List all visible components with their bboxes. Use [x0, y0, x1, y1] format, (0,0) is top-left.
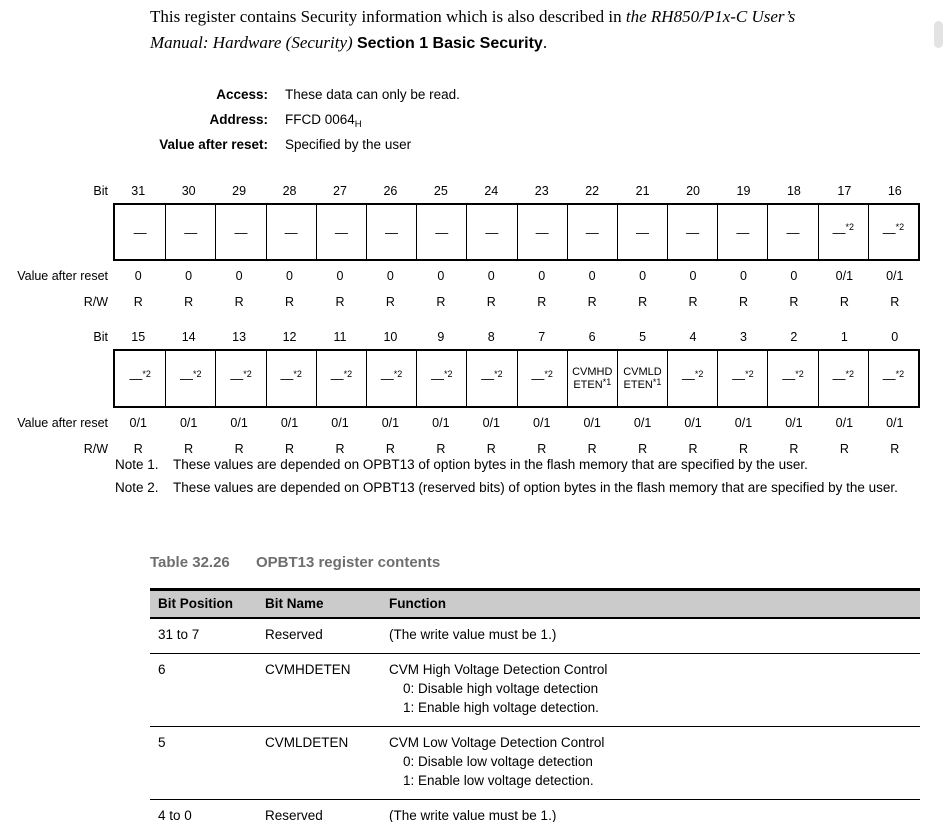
bit-number: 10 [383, 330, 398, 344]
bit-numbers [113, 329, 920, 345]
note-ref-superscript: *2 [393, 368, 403, 379]
note-text: These values are depended on OPBT13 of option bytes in the flash memory that are specified by the user. [173, 457, 808, 472]
register-bit-cells [113, 349, 920, 408]
note-ref-superscript: *2 [343, 368, 353, 379]
note-ref-superscript: *2 [795, 368, 804, 379]
note-ref-superscript: *2 [745, 368, 754, 379]
reserved-dash: — [280, 371, 294, 386]
bit-cell [868, 205, 918, 259]
note-ref-superscript: *2 [845, 222, 854, 232]
reserved-dash: — [585, 224, 599, 240]
info-value: FFCD $0064_H$ [285, 112, 362, 130]
note-ref-superscript: *1 [602, 376, 612, 387]
intro-text-normal: This register contains Security information which is also described in [150, 7, 626, 26]
rw-value: R [688, 442, 698, 456]
reset-value: 0 [689, 269, 697, 283]
intro-manual-ref-1: the RH850/P1x-C User’s [625, 7, 796, 26]
reset-value: 0 [286, 269, 293, 283]
reserved-dash: — [882, 224, 896, 240]
scrollbar-thumb[interactable] [934, 21, 943, 48]
bit-cell [717, 205, 767, 259]
reserved-dash: — [485, 224, 499, 240]
bit-name-cell: CVMHDETEN [265, 662, 351, 677]
rw-value: R [133, 442, 143, 456]
bit-numbers [113, 183, 920, 199]
bit-cell [165, 351, 215, 406]
bit-number: 30 [181, 184, 196, 198]
info-value: Specified by the user [285, 137, 412, 152]
rw-value: R [285, 295, 295, 309]
intro-period: . [542, 32, 548, 52]
bit-name-cell: CVMLDETEN [265, 735, 349, 750]
bit-cell [165, 205, 215, 259]
reset-value: 0/1 [432, 416, 450, 430]
reset-value: 0/1 [886, 269, 904, 283]
bit-number: 19 [736, 184, 751, 198]
reserved-dash: — [882, 371, 896, 386]
rw-value: R [638, 295, 648, 309]
note-ref-superscript: *1 [652, 376, 662, 387]
note-ref-superscript: *2 [494, 368, 503, 379]
rw-value: R [184, 442, 194, 456]
reserved-dash: — [786, 224, 800, 240]
function-cell [381, 727, 920, 799]
register-word-high [0, 183, 920, 310]
reset-value: 0 [437, 269, 445, 283]
function-line: 1: Enable high voltage detection. [403, 700, 599, 715]
bit-number: 21 [635, 184, 650, 198]
reset-value: 0 [639, 269, 647, 283]
function-line: 0: Disable low voltage detection [403, 754, 593, 769]
bit-cell [818, 205, 868, 259]
rw-value: R [486, 295, 496, 309]
rw-label: R/W [83, 295, 108, 309]
note-ref-superscript: *2 [443, 368, 453, 379]
reset-value: 0/1 [533, 416, 551, 430]
reset-value: 0/1 [734, 416, 753, 430]
bit-row-label: Bit [93, 330, 108, 344]
table-number: Table 32.26 [150, 554, 230, 571]
note-ref-superscript: *2 [193, 368, 202, 379]
bit-cell [416, 205, 466, 259]
rw-value: R [335, 295, 345, 309]
reset-value: 0 [790, 269, 798, 283]
rw-value: R [890, 295, 900, 309]
note-row [115, 454, 927, 477]
rw-value: R [537, 295, 547, 309]
reset-value: 0 [487, 269, 495, 283]
bit-number: 23 [534, 184, 549, 198]
rw-value: R [385, 442, 395, 456]
reset-value: 0/1 [331, 416, 349, 430]
bit-position-cell: 5 [158, 735, 166, 750]
reserved-dash: — [531, 371, 545, 386]
rw-value: R [738, 295, 748, 309]
reset-value: 0 [134, 269, 142, 283]
reset-value: 0 [386, 269, 394, 283]
register-word-low [0, 329, 920, 457]
table-row [150, 727, 920, 800]
rw-value: R [486, 442, 496, 456]
bit-cell [366, 351, 416, 406]
bit-number: 24 [484, 184, 499, 198]
register-bit-cells [113, 203, 920, 261]
function-cell [381, 619, 920, 653]
bit-cell [266, 205, 316, 259]
bit-number: 14 [181, 330, 196, 344]
rw-value: R [738, 442, 748, 456]
bit-cell [617, 205, 667, 259]
function-line: 1: Enable low voltage detection. [403, 773, 594, 788]
bit-cell [366, 205, 416, 259]
rw-value: R [184, 295, 194, 309]
reserved-dash: — [832, 224, 846, 240]
reserved-dash: — [435, 224, 449, 240]
reset-values [113, 268, 920, 284]
reset-value: 0/1 [381, 416, 400, 430]
reset-value: 0 [538, 269, 546, 283]
rw-value: R [789, 442, 799, 456]
function-cell [381, 654, 920, 726]
bit-number: 29 [232, 184, 247, 198]
reserved-dash: — [430, 371, 444, 386]
note-label: Note 1. [115, 457, 159, 472]
rw-value: R [587, 442, 597, 456]
bit-cell [416, 351, 466, 406]
reserved-dash: — [635, 224, 649, 240]
bit-number: 0 [891, 330, 899, 344]
bit-cell [316, 351, 366, 406]
reserved-dash: — [782, 371, 796, 386]
table-header-cell: Bit Position [158, 596, 233, 611]
reset-value: 0/1 [684, 416, 702, 430]
function-line: (The write value must be 1.) [389, 627, 557, 642]
bit-cell [517, 351, 567, 406]
rw-value: R [638, 442, 648, 456]
reserved-dash: — [129, 371, 143, 386]
rw-row [0, 294, 920, 310]
bit-number-row [0, 329, 920, 345]
bit-number: 28 [282, 184, 297, 198]
table-title [150, 554, 440, 571]
table-header-cell: Bit Name [265, 596, 324, 611]
bit-number: 1 [840, 330, 848, 344]
bit-cell [115, 351, 165, 406]
bit-number: 4 [689, 330, 697, 344]
reset-value: 0/1 [835, 269, 854, 283]
opbt13-contents-table [150, 588, 920, 822]
bit-cell [717, 351, 767, 406]
rw-value: R [436, 295, 446, 309]
register-info-block [150, 87, 460, 162]
rw-values [113, 294, 920, 310]
note-ref-superscript: *2 [243, 368, 252, 379]
bit-cell [667, 205, 717, 259]
bit-name-cell: Reserved [265, 627, 323, 642]
bit-number: 12 [282, 330, 297, 344]
bit-field-name: CVMLD ETEN$^{*1}$ [623, 366, 662, 391]
reset-value: 0/1 [280, 416, 299, 430]
reset-value: 0/1 [179, 416, 198, 430]
reset-value: 0/1 [129, 416, 147, 430]
bit-cell [667, 351, 717, 406]
value-after-reset-row [0, 415, 920, 431]
reset-value: 0 [739, 269, 747, 283]
reserved-dash: — [330, 371, 344, 386]
reserved-dash: — [385, 224, 399, 240]
bit-number: 17 [837, 184, 852, 198]
bit-name-cell: Reserved [265, 808, 323, 822]
function-line: CVM High Voltage Detection Control [389, 662, 608, 677]
reset-value: 0/1 [583, 416, 601, 430]
rw-value: R [537, 442, 547, 456]
bit-number: 9 [437, 330, 445, 344]
reserved-dash: — [535, 224, 549, 240]
bit-cell [567, 351, 617, 406]
rw-value: R [335, 442, 345, 456]
reserved-dash: — [230, 371, 244, 386]
reserved-dash: — [334, 224, 348, 240]
bit-number: 20 [686, 184, 700, 198]
bit-number: 15 [131, 330, 146, 344]
reset-value: 0/1 [785, 416, 803, 430]
bit-cell [617, 351, 667, 406]
note-text: These values are depended on OPBT13 (reserved bits) of option bytes in the flash memory that are specified by the user. [173, 479, 898, 495]
bit-position-cell: 6 [158, 662, 166, 677]
info-label: Access: [216, 87, 268, 102]
rw-value: R [839, 295, 849, 309]
bit-position-cell: 31 to 7 [158, 627, 200, 642]
reserved-dash: — [681, 371, 695, 386]
reserved-dash: — [686, 224, 700, 240]
reset-values [113, 415, 920, 431]
bit-number: 25 [433, 184, 448, 198]
bit-number-row [0, 183, 920, 199]
bit-number: 31 [131, 184, 146, 198]
bit-field-name: CVMHD ETEN$^{*1}$ [572, 366, 613, 391]
bit-cell [466, 351, 516, 406]
bit-number: 2 [790, 330, 798, 344]
bit-number: 27 [333, 184, 347, 198]
note-row [115, 477, 927, 500]
value-after-reset-row [0, 268, 920, 284]
table-header-cell: Function [389, 596, 446, 611]
bit-number: 26 [383, 184, 398, 198]
rw-value: R [385, 295, 395, 309]
reset-value: 0 [235, 269, 243, 283]
reset-value: 0 [336, 269, 344, 283]
intro-section-ref: Section 1 Basic Security [356, 34, 543, 52]
reset-value: 0 [185, 269, 193, 283]
reset-value: 0 [588, 269, 596, 283]
bit-cell [266, 351, 316, 406]
value-after-reset-label: Value after reset [17, 269, 108, 283]
rw-value: R [890, 442, 900, 456]
reserved-dash: — [732, 371, 746, 386]
note-ref-superscript: *2 [293, 368, 302, 379]
bit-number: 3 [739, 330, 747, 344]
rw-value: R [587, 295, 597, 309]
bit-cell [567, 205, 617, 259]
bit-cell [517, 205, 567, 259]
note-ref-superscript: *2 [142, 368, 151, 379]
bit-number: 7 [538, 330, 546, 344]
reserved-dash: — [380, 371, 394, 386]
bit-number: 11 [333, 330, 347, 344]
info-label: Address: [209, 112, 268, 127]
reset-value: 0/1 [835, 416, 854, 430]
bit-number: 6 [588, 330, 596, 344]
function-line: CVM Low Voltage Detection Control [389, 735, 605, 750]
bit-number: 18 [786, 184, 801, 198]
reset-value: 0/1 [482, 416, 500, 430]
info-value: These data can only be read. [285, 87, 460, 102]
info-label: Value after reset: [159, 137, 268, 152]
bit-row-label: Bit [93, 184, 108, 198]
table-caption: OPBT13 register contents [255, 554, 441, 571]
note-ref-superscript: *2 [694, 368, 704, 379]
bit-number: 16 [887, 184, 902, 198]
note-ref-superscript: *2 [544, 368, 553, 379]
bit-number: 8 [487, 330, 495, 344]
bit-cell [868, 351, 918, 406]
intro-manual-ref-2: Manual: Hardware (Security) [150, 32, 357, 52]
intro-paragraph [150, 4, 910, 56]
info-row [150, 112, 460, 137]
reset-value: 0/1 [886, 416, 904, 430]
rw-label: R/W [83, 442, 108, 456]
bit-number: 5 [639, 330, 647, 344]
reserved-dash: — [832, 371, 846, 386]
rw-value: R [688, 295, 698, 309]
bit-position-cell: 4 to 0 [158, 808, 192, 822]
rw-value: R [234, 442, 244, 456]
rw-value: R [789, 295, 799, 309]
value-after-reset-label: Value after reset [17, 416, 108, 430]
reserved-dash: — [234, 224, 248, 240]
reserved-dash: — [284, 224, 298, 240]
rw-value: R [436, 442, 446, 456]
bit-cell [316, 205, 366, 259]
rw-value: R [133, 295, 143, 309]
note-ref-superscript: *2 [895, 222, 905, 232]
info-row [150, 87, 460, 112]
note-label: Note 2. [115, 479, 159, 495]
reset-value: 0/1 [230, 416, 248, 430]
notes-block [115, 454, 927, 499]
reset-value: 0/1 [633, 416, 652, 430]
rw-value: R [285, 442, 295, 456]
reserved-dash: — [180, 371, 194, 386]
note-ref-superscript: *2 [845, 368, 854, 379]
table-header-row [150, 591, 920, 619]
bit-cell [818, 351, 868, 406]
rw-value: R [234, 295, 244, 309]
bit-number: 22 [585, 184, 600, 198]
table-row [150, 800, 920, 822]
bit-cell [215, 351, 265, 406]
function-cell [381, 800, 920, 822]
note-ref-superscript: *2 [895, 368, 905, 379]
reserved-dash: — [184, 224, 198, 240]
bit-cell [115, 205, 165, 259]
bit-cell [466, 205, 516, 259]
bit-cell [215, 205, 265, 259]
reserved-dash: — [133, 224, 147, 240]
reserved-dash: — [481, 371, 495, 386]
reserved-dash: — [736, 224, 750, 240]
subscript-h: H [354, 119, 362, 130]
info-row [150, 137, 460, 162]
bit-cell [767, 351, 817, 406]
bit-cell [767, 205, 817, 259]
table-row [150, 619, 920, 654]
table-row [150, 654, 920, 727]
function-line: 0: Disable high voltage detection [403, 681, 599, 696]
rw-value: R [839, 442, 849, 456]
function-line: (The write value must be 1.) [389, 808, 557, 822]
bit-number: 13 [232, 330, 247, 344]
